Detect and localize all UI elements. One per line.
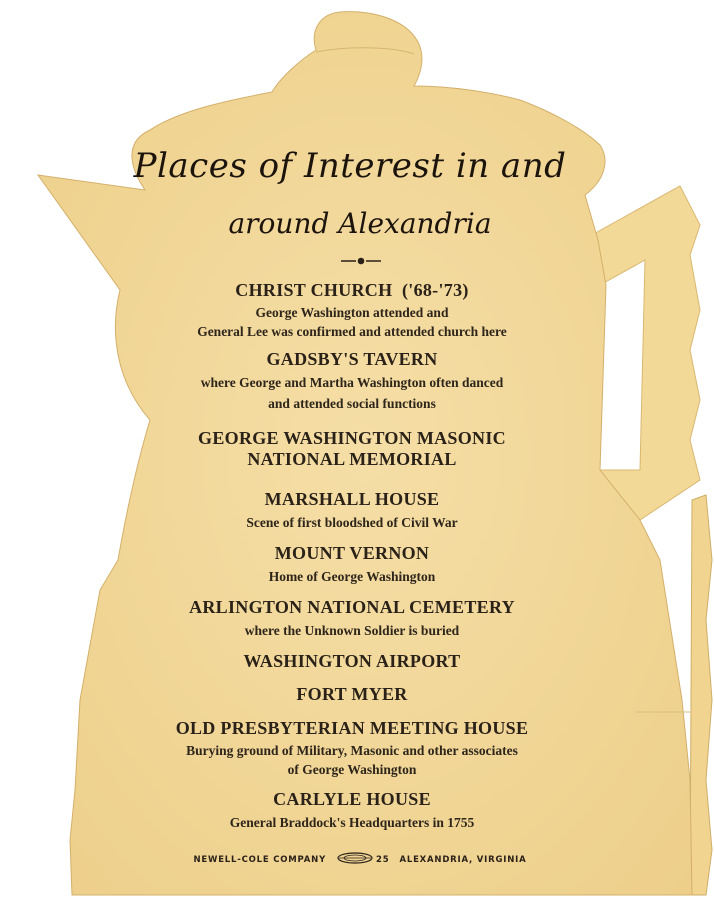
place-fort-myer bbox=[120, 684, 584, 705]
place-masonic-memorial bbox=[120, 428, 584, 470]
place-name: CARLYLE HOUSE bbox=[273, 789, 431, 809]
place-mount-vernon bbox=[120, 543, 584, 586]
place-description-line: Burying ground of Military, Masonic and other associates bbox=[186, 743, 518, 758]
place-christ-church bbox=[120, 280, 584, 341]
printer-name: NEWELL-COLE COMPANY bbox=[193, 854, 327, 865]
union-number: 25 bbox=[376, 854, 390, 865]
place-description-line: of George Washington bbox=[287, 762, 417, 777]
place-description-line: George Washington attended and bbox=[255, 305, 449, 320]
place-name: FORT MYER bbox=[296, 684, 408, 704]
place-name: MOUNT VERNON bbox=[274, 543, 430, 563]
union-label-icon bbox=[336, 852, 374, 867]
place-carlyle-house bbox=[120, 789, 584, 832]
place-arlington-cemetery bbox=[120, 597, 584, 640]
place-name: WASHINGTON AIRPORT bbox=[243, 651, 461, 671]
place-description-line: General Braddock's Headquarters in 1755 bbox=[229, 815, 475, 830]
place-washington-airport bbox=[120, 651, 584, 672]
card-fold-strip bbox=[690, 495, 712, 895]
title-line-1: Places of Interest in and bbox=[133, 146, 567, 186]
printer-imprint bbox=[150, 852, 570, 867]
place-marshall-house bbox=[120, 489, 584, 532]
place-name: GADSBY'S TAVERN bbox=[266, 349, 438, 369]
place-description-line: and attended social functions bbox=[268, 396, 436, 411]
printer-location: ALEXANDRIA, VIRGINIA bbox=[399, 854, 527, 865]
place-name: MARSHALL HOUSE bbox=[264, 489, 440, 509]
place-name: CHRIST CHURCH ('68-'73) bbox=[235, 280, 469, 300]
place-name: OLD PRESBYTERIAN MEETING HOUSE bbox=[175, 718, 529, 738]
ornamental-divider-icon bbox=[339, 256, 383, 266]
place-description-line: Home of George Washington bbox=[268, 569, 436, 584]
place-description-line: where George and Martha Washington often danced bbox=[200, 375, 504, 390]
place-name-line-2: NATIONAL MEMORIAL bbox=[247, 449, 457, 469]
title-line-2: around Alexandria bbox=[228, 207, 492, 240]
place-name: GEORGE WASHINGTON MASONIC bbox=[198, 428, 506, 448]
place-description-line: where the Unknown Soldier is buried bbox=[244, 623, 460, 638]
place-name: ARLINGTON NATIONAL CEMETERY bbox=[189, 597, 515, 617]
place-gadsbys-tavern bbox=[120, 349, 584, 413]
place-old-presbyterian bbox=[120, 718, 584, 779]
place-description-line: General Lee was confirmed and attended church here bbox=[197, 324, 507, 339]
place-description-line: Scene of first bloodshed of Civil War bbox=[246, 515, 458, 530]
